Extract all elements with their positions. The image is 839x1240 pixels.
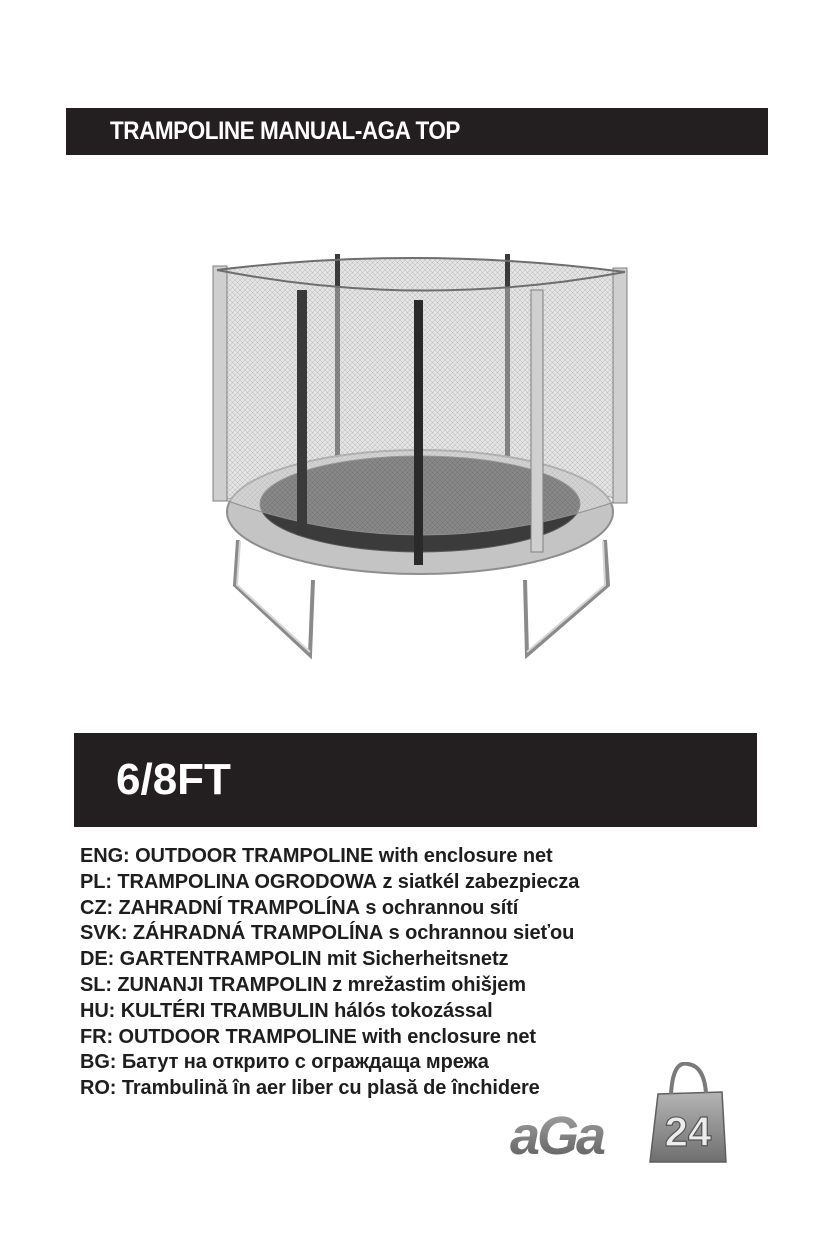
manual-title: TRAMPOLINE MANUAL-AGA TOP (110, 117, 460, 145)
svg-text:24: 24 (664, 1108, 712, 1155)
list-item: SL: ZUNANJI TRAMPOLIN z mrežastim ohišjem (80, 973, 526, 996)
list-item: BG: Батут на открито с ограждаща мрежа (80, 1051, 489, 1074)
list-item: PL: TRAMPOLINA OGRODOWA z siatkél zabezpiecza (80, 870, 580, 893)
logo-text: aGa (510, 1106, 604, 1164)
list-item: ENG: OUTDOOR TRAMPOLINE with enclosure net (80, 845, 553, 867)
list-item: RO: Trambulină în aer liber cu plasă de închidere (80, 1077, 540, 1100)
trampoline-illustration (205, 250, 635, 660)
size-banner (74, 733, 757, 827)
aga24-logo (508, 1062, 728, 1164)
list-item: CZ: ZAHRADNÍ TRAMPOLÍNA s ochrannou sítí (80, 896, 519, 919)
list-item: FR: OUTDOOR TRAMPOLINE with enclosure net (80, 1025, 536, 1048)
size-label: 6/8FT (116, 755, 231, 804)
title-bar (66, 108, 768, 155)
list-item: HU: KULTÉRI TRAMBULIN hálós tokozással (80, 999, 493, 1022)
shopping-bag-icon (650, 1064, 726, 1162)
list-item: SVK: ZÁHRADNÁ TRAMPOLÍNA s ochrannou sieťou (80, 922, 575, 945)
list-item: DE: GARTENTRAMPOLIN mit Sicherheitsnetz (80, 948, 509, 971)
